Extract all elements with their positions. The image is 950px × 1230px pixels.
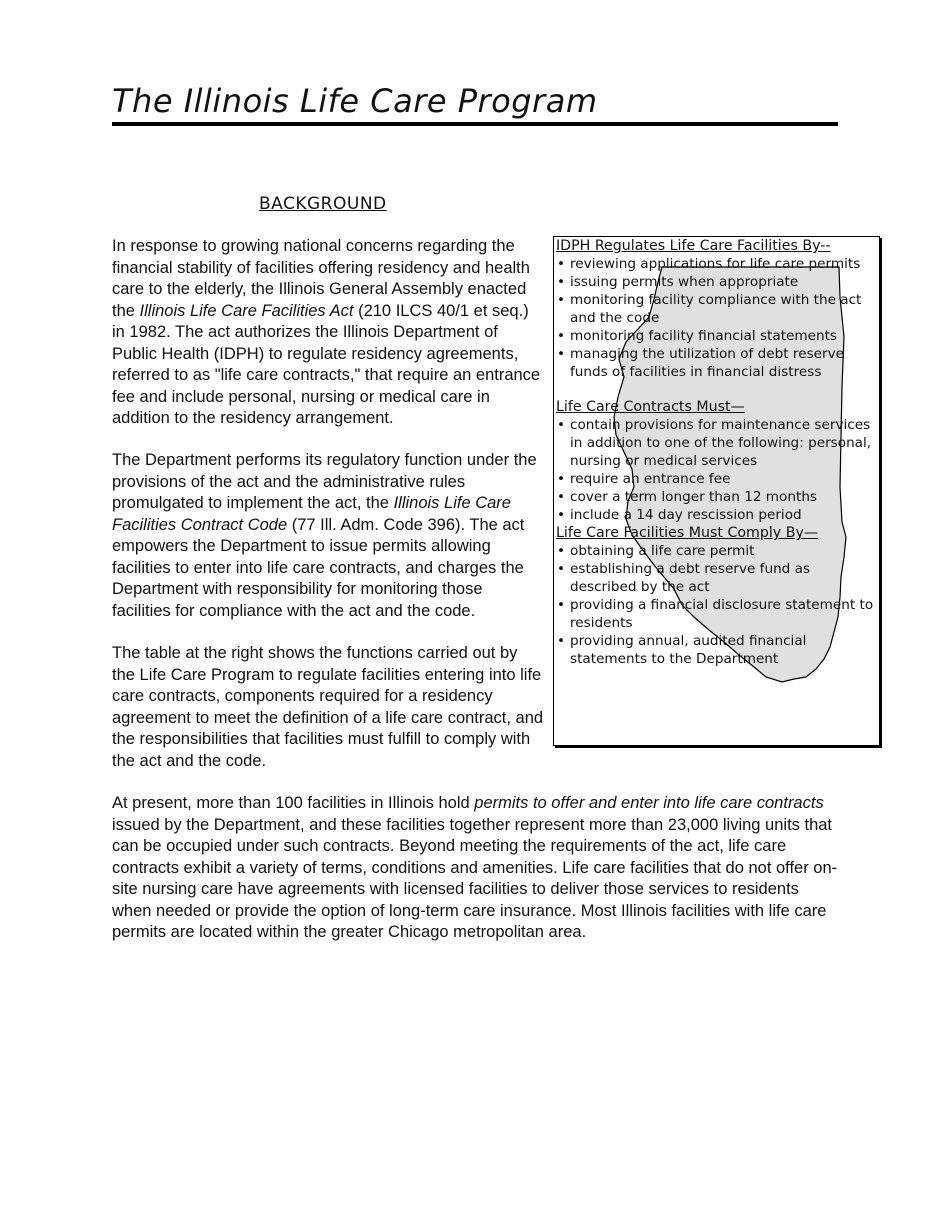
- list-item: • providing a financial disclosure statement to residents: [556, 596, 878, 632]
- sidebar-heading-comply: Life Care Facilities Must Comply By—: [556, 525, 819, 541]
- list-item: • cover a term longer than 12 months: [556, 488, 878, 506]
- paragraph-table-description: The table at the right shows the functions carried out by the Life Care Program to regulate facilities entering into life care contracts, components required for a residency agreement to meet the definition of a life care contract, and the responsibilities that facilities must fulfill to comply with the act and the code.: [112, 644, 544, 770]
- list-item: • issuing permits when appropriate: [556, 273, 878, 291]
- sidebar-heading-contracts: Life Care Contracts Must—: [556, 399, 745, 415]
- list-item: • establishing a debt reserve fund as described by the act: [556, 560, 878, 596]
- list-item: • reviewing applications for life care permits: [556, 255, 878, 273]
- paragraph-intro-part-c: (210 ILCS 40/1 et seq.) in 1982. The act authorizes the Illinois Department of Public Health (IDPH) to regulate residency agreements, referred to as "life care contracts," that require an entrance fee and include personal, nursing or medical care in addition to the residency arrangement.: [112, 301, 541, 427]
- section-heading-background: BACKGROUND: [259, 194, 387, 214]
- list-item: • providing annual, audited financial statements to the Department: [556, 632, 878, 668]
- paragraph-regulatory-function: [112, 450, 544, 622]
- title-underline-rule: [112, 122, 838, 126]
- page-title: The Illinois Life Care Program: [112, 82, 598, 120]
- paragraph-intro: [112, 236, 544, 430]
- paragraph-present-status: [112, 793, 840, 944]
- list-item: • managing the utilization of debt reserve funds of facilities in financial distress: [556, 345, 878, 381]
- list-item: • contain provisions for maintenance services in addition to one of the following: personal, nursing or medical services: [556, 416, 878, 470]
- sidebar-list-comply: [556, 542, 878, 668]
- paragraph-present-part-a: At present, more than 100 facilities in Illinois hold: [112, 794, 475, 812]
- paragraph-regulatory-part-c: (77 Ill. Adm. Code 396). The act empowers the Department to issue permits allowing facilities to enter into life care contracts, and charges the Department with responsibility for monitoring those facilities for compliance with the act and the code.: [112, 515, 525, 620]
- paragraph-regulatory-part-a: The Department performs its regulatory function under the provisions of the act and the administrative rules promulgated to implement the act, the: [112, 451, 537, 512]
- act-title-italic: Illinois Life Care Facilities Act: [139, 301, 354, 320]
- spacer: [556, 381, 878, 398]
- sidebar-heading-idph: IDPH Regulates Life Care Facilities By--: [556, 238, 831, 254]
- list-item: • include a 14 day rescission period: [556, 506, 878, 524]
- sidebar-list-idph: [556, 255, 878, 381]
- functions-sidebar-box: [553, 236, 880, 746]
- permits-phrase-italic: permits to offer and enter into life care contracts: [474, 794, 824, 812]
- contract-code-title-italic: Illinois Life Care Facilities Contract Code: [112, 494, 511, 534]
- list-item: • obtaining a life care permit: [556, 542, 878, 560]
- list-item: • monitoring facility compliance with the act and the code: [556, 291, 878, 327]
- sidebar-content: [556, 237, 878, 668]
- paragraph-intro-part-a: In response to growing national concerns regarding the financial stability of facilities offering residency and health care to the elderly, the Illinois General Assembly enacted the: [112, 237, 530, 320]
- paragraph-present-part-c: issued by the Department, and these facilities together represent more than 23,000 living units that can be occupied under such contracts. Beyond meeting the requirements of the act, life care contracts exhibit a variety of terms, conditions and amenities. Life care facilities that do not offer on-site nursing care have agreements with licensed facilities to deliver those services to residents when needed or provide the option of long-term care insurance. Most Illinois facilities with life care permits are located within the greater Chicago metropolitan area.: [112, 815, 838, 941]
- sidebar-list-contracts: [556, 416, 878, 524]
- list-item: • monitoring facility financial statements: [556, 327, 878, 345]
- list-item: • require an entrance fee: [556, 470, 878, 488]
